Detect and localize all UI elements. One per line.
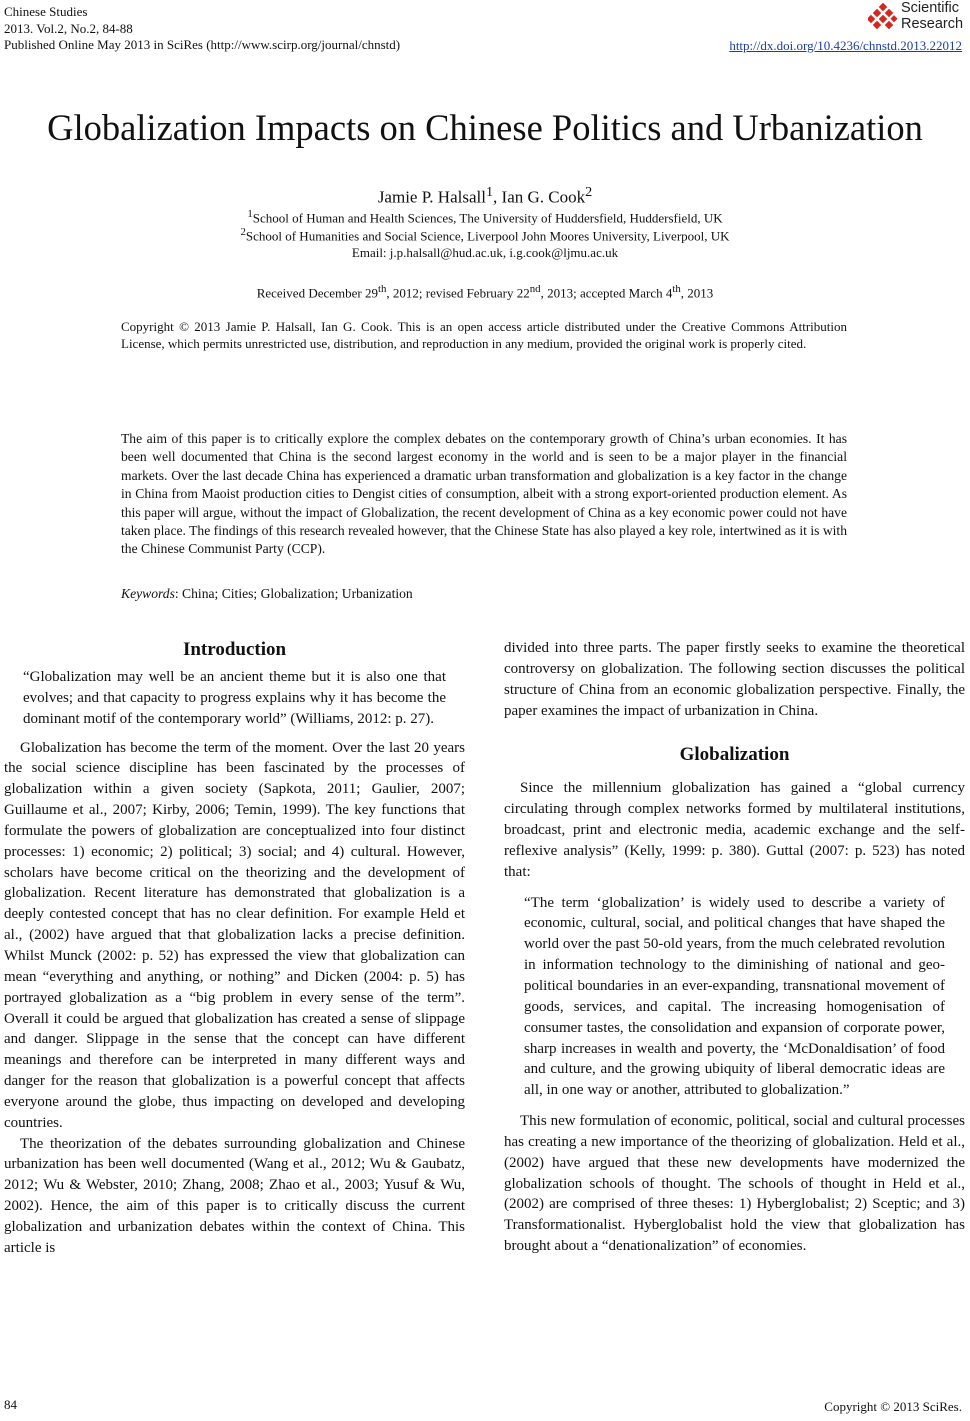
author-name: Ian G. Cook [501, 187, 586, 207]
journal-name: Chinese Studies [4, 4, 88, 19]
revised-text: , 2012; revised February 22 [386, 285, 530, 301]
globalization-paragraph-2: This new formulation of economic, political, social and cultural processes has creating a new importance of the theorizing of globalization. Held et al., (2002) have argued that these new developments have modernized the globalization schools of thought. The schools of thought in Held et al., (2002) are comprised of three theses: 1) Hyberglobalist; 2) Sceptic; and 3) Transformationalist. Hyberglobalist hold the view that globalization has brought about a “denationalization” of economies. [504, 1113, 965, 1255]
author-affil-sup: 2 [585, 184, 593, 200]
affiliation-sup: 2 [240, 226, 246, 238]
right-column [504, 638, 965, 1257]
guttal-quote: “The term ‘globalization’ is widely used to describe a variety of economic, cultural, social, and political changes that have shaped the world over the past 50-old years, from the much celebrated revolution in information technology to the diminishing of national and geo-political boundaries in an ever-expanding, transnational movement of goods, services, and capital. The increasing homogenisation of consumer tastes, the consolidation and expansion of corporate power, sharp increases in wealth and poverty, the ‘McDonaldisation’ of food and culture, and the growing ubiquity of liberal democratic ideas are all, in one way or another, attributed to globalization.” [524, 894, 945, 1099]
page-number: 84 [4, 1397, 17, 1412]
keywords [121, 586, 413, 602]
year-text: , 2013 [680, 285, 714, 301]
footer-copyright: Copyright © 2013 SciRes. [824, 1399, 962, 1414]
ordinal-sup: th [672, 283, 681, 295]
author-affil-sup: 1 [485, 184, 494, 200]
intro-paragraph-2: The theorization of the debates surrounding globalization and Chinese urbanization has been well documented (Wang et al., 2012; Wu & Gaubatz, 2012; Wu & Webster, 2010; Zhang, 2008; Zhao et al., 2003; Yusuf & Wu, 2002). Hence, the aim of this paper is to critically discuss the current globalization and urbanization debates within the context of China. This article is [4, 1135, 465, 1256]
journal-volume: 2013. Vol.2, No.2, 84-88 [4, 20, 133, 36]
globalization-paragraph-1: Since the millennium globalization has gained a “global currency circulating through complex networks formed by multilateral institutions, broadcast, print and electronic media, academic exchange and the self-reflexive analysis” (Kelly, 1999: p. 380). Guttal (2007: p. 523) has noted that: [504, 780, 965, 880]
paper-title: Globalization Impacts on Chinese Politics and Urbanization [47, 107, 923, 148]
logo-line2: Research [901, 16, 964, 32]
intro-quote: “Globalization may well be an ancient theme but it is also one that evolves; and that capacity to progress explains why it has become the dominant motif of the contemporary world” (Williams, 2012: p. 27). [23, 669, 446, 727]
intro-paragraph-1: Globalization has become the term of the moment. Over the last 20 years the social science discipline has been fascinated by the processes of globalization within a given society (Sapkota, 2011; Gaulier, 2007; Guillaume et al., 2007; Kirby, 2006; Temin, 1999). The key functions that formulate the powers of globalization are conceptualized into four distinct processes: 1) economic; 2) political; 3) social; and 4) cultural. However, scholars have become critical on the theorizing and the development of globalization. Recent literature has demonstrated that globalization is a deeply contested concept that has no clear definition. For example Held et al., (2002) have argued that that globalization lacks a precise definition. Whilst Munck (2002: p. 52) has expressed the view that globalization can mean “everything and anything, or nothing” and Dicken (2004: p. 5) has portrayed globalization as a “big problem in every sense of the term”. Overall it could be argued that globalization has created a sense of slippage and danger. Slippage in the sense that the concept can have different meanings and therefore can be interpreted in many different ways and danger for the reason that globalization is a powerful concept that affects everyone around the globe, thus impacting on developed and developing countries. [4, 739, 465, 1131]
left-column [4, 638, 465, 1259]
scientific-research-logo [868, 0, 968, 36]
affiliation-sup: 1 [247, 208, 253, 220]
logo-line1: Scientific [901, 0, 960, 16]
author-separator: , [493, 187, 502, 207]
abstract: The aim of this paper is to critically explore the complex debates on the contemporary growth of China’s urban economies. It has been well documented that China is the second largest economy in the world and is seen to be a major player in the financial markets. Over the last decade China has experienced a dramatic urban transformation and globalization is a key factor in the change in China from Maoist production cities to Dengist cities of consumption, albeit with a strong export-oriented production element. As this paper will argue, without the impact of Globalization, the recent development of China as a key economic power could not have taken place. The findings of this research revealed however, that the Chinese State has also played a key role, intertwined as it is with the Chinese Communist Party (CCP). [121, 431, 847, 557]
accepted-text: , 2013; accepted March 4 [540, 285, 673, 301]
copyright-notice: Copyright © 2013 Jamie P. Halsall, Ian G. Cook. This is an open access article distributed under the Creative Commons Attribution License, which permits unrestricted use, distribution, and reproduction in any medium, provided the original work is properly cited. [121, 319, 847, 352]
logo-diamonds-icon [868, 3, 898, 33]
logo-text [901, 0, 963, 32]
received-dates [0, 283, 970, 301]
section-heading-globalization: Globalization [679, 744, 790, 766]
affiliation-text: School of Human and Health Sciences, The University of Huddersfield, Huddersfield, UK [252, 210, 723, 226]
journal-published: Published Online May 2013 in SciRes (http://www.scirp.org/journal/chnstd) [4, 37, 401, 52]
affiliation-text: School of Humanities and Social Science, Liverpool John Moores University, Liverpool, UK [245, 228, 730, 244]
intro-paragraph-3: divided into three parts. The paper firstly seeks to examine the theoretical controversy on globalization. The following section discusses the political structure of China from an economic globalization perspective. Finally, the paper examines the impact of urbanization in China. [504, 640, 965, 719]
keywords-text: : China; Cities; Globalization; Urbanization [174, 586, 413, 601]
author-name: Jamie P. Halsall [377, 187, 486, 207]
ordinal-sup: th [377, 283, 387, 295]
received-text: Received December 29 [256, 285, 378, 301]
email-line: Email: j.p.halsall@hud.ac.uk, i.g.cook@ljmu.ac.uk [351, 245, 619, 260]
doi-line [729, 38, 962, 54]
keywords-label: Keywords [121, 586, 175, 601]
doi-link[interactable]: http://dx.doi.org/10.4236/chnstd.2013.22012 [729, 38, 962, 53]
affiliation-2 [0, 226, 970, 244]
section-heading-introduction: Introduction [182, 639, 287, 660]
journal-header [4, 4, 400, 54]
ordinal-sup: nd [529, 283, 541, 295]
author-line [0, 184, 970, 208]
affiliation-1 [0, 208, 970, 226]
